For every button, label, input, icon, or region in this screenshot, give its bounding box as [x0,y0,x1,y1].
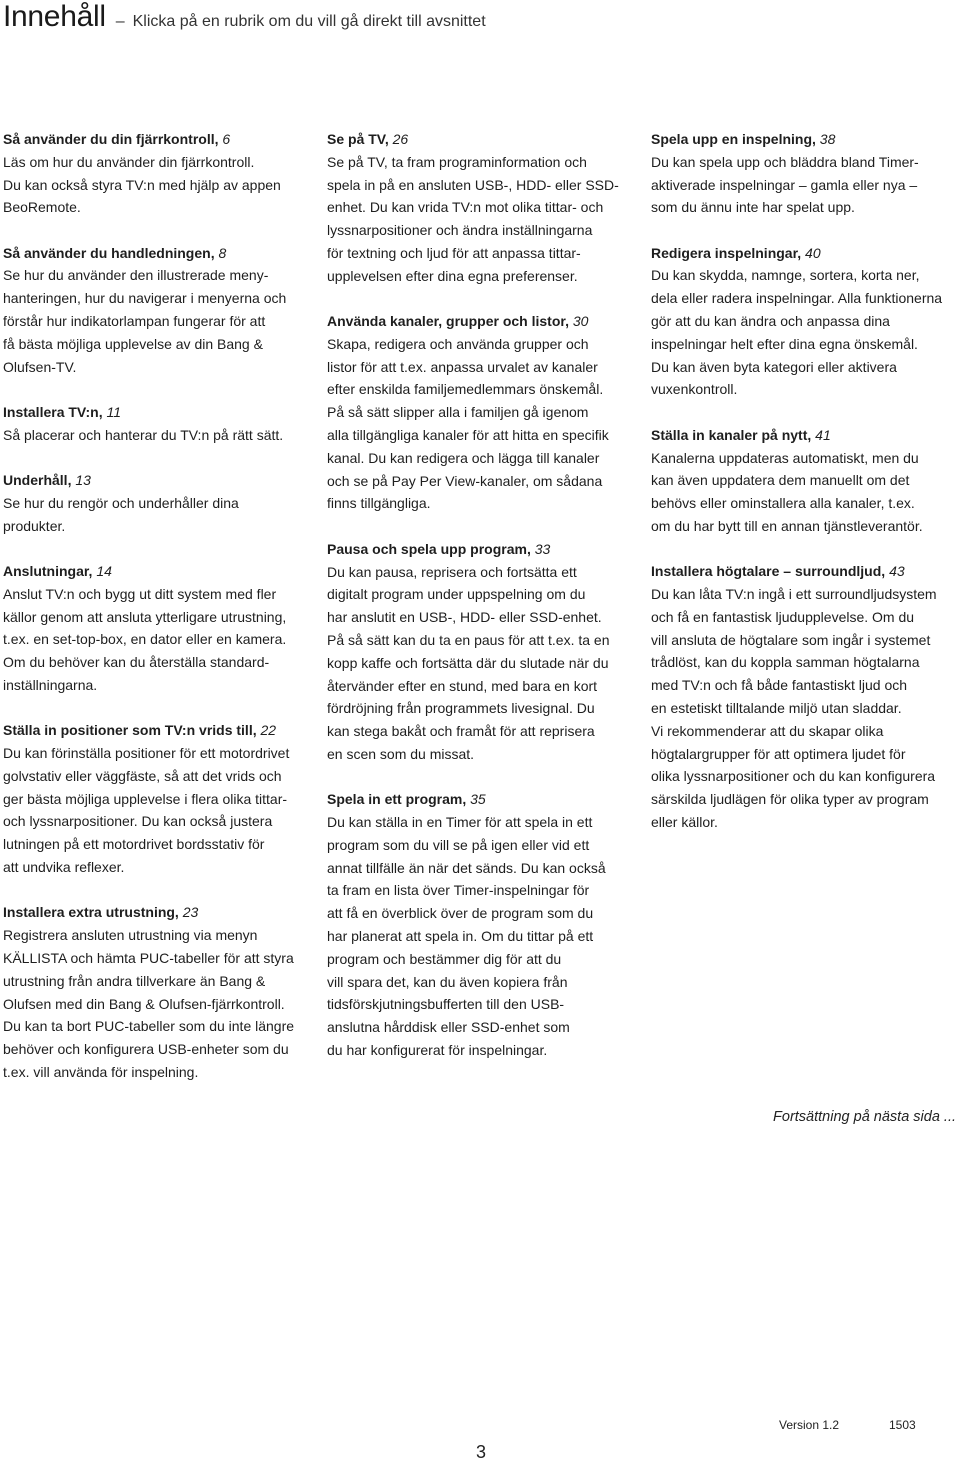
toc-section-link[interactable] [651,424,956,447]
toc-page-number: 40 [805,244,821,261]
toc-description-line: trådlöst, kan du koppla samman högtalarna [651,654,920,671]
toc-section-title: Spela in ett program, [327,791,471,808]
toc-column-2 [327,128,645,1084]
toc-section [327,310,645,515]
toc-section-title: Pausa och spela upp program, [327,540,535,557]
header-dash: – [115,13,125,30]
toc-description-line: KÄLLISTA och hämta PUC-tabeller för att styra [3,949,294,966]
toc-section-link[interactable] [327,128,645,151]
toc-description-line: gör att du kan ändra och anpassa dina [651,313,890,330]
toc-description-line: På så sätt kan du ta en paus för att t.ex. ta en [327,631,610,648]
toc-description-line: alla tillgängliga kanaler för att hitta en specifik [327,427,609,444]
toc-section-link[interactable] [327,788,645,811]
toc-section-title: Använda kanaler, grupper och listor, [327,313,573,330]
document-code: 1503 [889,1418,916,1432]
toc-description-line: Du kan pausa, reprisera och fortsätta ett [327,563,577,580]
toc-section-link[interactable] [651,560,956,583]
toc-page-number: 35 [470,791,486,808]
toc-description-line: att undvika reflexer. [3,859,125,876]
toc-section-link[interactable] [327,310,645,333]
toc-section-title: Se på TV, [327,131,393,147]
toc-description-line: att få en överblick över de program som du [327,905,594,922]
toc-description-line: Vi rekommenderar att du skapar olika [651,722,884,739]
toc-description-line: vill ansluta de högtalare som ingår i systemet [651,631,931,648]
toc-description-line: kan även uppdatera dem manuellt om det [651,472,910,489]
toc-description-line: Så placerar och hanterar du TV:n på rätt sätt. [3,426,284,443]
toc-description-line: program och bestämmer dig för att du [327,950,562,967]
toc-description-line: Du kan låta TV:n ingå i ett surroundljudsystem [651,586,937,603]
toc-section [3,719,321,879]
toc-section [3,901,321,1083]
continued-note: Fortsättning på nästa sida ... [773,1109,956,1125]
toc-description-line: annat tillfälle än när det sänds. Du kan också [327,859,606,876]
toc-section-title: Så använder du din fjärrkontroll, [3,131,223,147]
toc-section-title: Installera TV:n, [3,403,107,420]
toc-section [3,128,321,219]
toc-description-line: Läs om hur du använder din fjärrkontroll. [3,153,255,170]
toc-description-line: särskilda ljudlägen för olika typer av program [651,791,929,808]
toc-description-line: som du ännu inte har spelat upp. [651,199,855,216]
toc-section-title: Underhåll, [3,472,76,489]
toc-description-line: eller källor. [651,814,718,831]
toc-description-line: och se på Pay Per View-kanaler, om sådana [327,472,603,489]
toc-description-line: Om du behöver kan du återställa standard- [3,654,270,671]
toc-section-link[interactable] [3,401,321,424]
toc-description-line: behövs eller ominstallera alla kanaler, t.ex. [651,495,915,512]
toc-description-line: kopp kaffe och fortsätta där du slutade när du [327,654,609,671]
toc-description-line: t.ex. vill använda för inspelning. [3,1063,199,1080]
toc-description-line: Registrera ansluten utrustning via menyn [3,927,258,944]
toc-description-line: en scen som du missat. [327,745,475,762]
toc-section-title: Installera extra utrustning, [3,904,183,921]
toc-section [327,788,645,1062]
toc-description-line: inspelningar helt efter dina egna önskemål. [651,335,918,352]
toc-description-line: förstår hur indikatorlampan fungerar för att [3,313,266,330]
toc-page-number: 14 [96,562,112,579]
toc-section [327,538,645,766]
toc-page-number: 30 [572,313,589,330]
toc-description-line: källor genom att ansluta ytterligare utrustning, [3,608,287,625]
toc-section-title: Anslutningar, [3,562,97,579]
toc-description-line: Du kan också styra TV:n med hjälp av appen [3,176,281,193]
toc-description-line: och lyssnarpositioner. Du kan också justera [3,813,273,830]
toc-section [3,242,321,379]
toc-description-line: har anslutit en USB-, HDD- eller SSD-enhet. [327,609,602,626]
toc-section-link[interactable] [3,901,321,924]
toc-section-link[interactable] [3,560,321,583]
toc-section-title: Ställa in positioner som TV:n vrids till, [3,722,261,739]
toc-section-link[interactable] [3,469,321,492]
toc-description-line: digitalt program under uppspelning om du [327,586,586,603]
toc-column-3 [651,128,956,856]
toc-description-line: Se hur du rengör och underhåller dina [3,494,239,511]
toc-description-line: upplevelsen efter dina egna preferenser. [327,267,578,284]
toc-section [651,560,956,834]
toc-description-line: aktiverade inspelningar – gamla eller nya – [651,176,918,193]
toc-description-line: hanteringen, hur du navigerar i menyerna och [3,290,287,307]
toc-section [327,128,645,288]
toc-description-line: få bästa möjliga upplevelse av din Bang & [3,335,263,352]
toc-description-line: kanal. Du kan redigera och lägga till kanaler [327,449,600,466]
toc-section [3,401,321,447]
toc-section-link[interactable] [651,242,956,265]
toc-description-line: lutningen på ett motordrivet bordsstativ för [3,836,265,853]
toc-section-link[interactable] [327,538,645,561]
toc-description-line: en estetiskt tilltalande miljö utan sladdar. [651,700,902,717]
toc-description-line: Anslut TV:n och bygg ut ditt system med fler [3,585,277,602]
toc-description-line: Du kan skydda, namnge, sortera, korta ner, [651,267,920,284]
toc-description-line: Olufsen-TV. [3,358,77,375]
toc-section [3,560,321,697]
toc-page-number: 26 [392,131,409,147]
toc-page-number: 11 [106,403,122,420]
toc-description-line: t.ex. en set-top-box, en dator eller en kamera. [3,631,287,648]
toc-description-line: Du kan spela upp och bläddra bland Timer- [651,153,919,170]
toc-section [3,469,321,537]
toc-description-line: program som du vill se på igen eller vid ett [327,836,590,853]
toc-page-number: 41 [815,426,831,443]
toc-description-line: listor för att t.ex. anpassa urvalet av kanaler [327,358,598,375]
toc-description-line: olika lyssnarpositioner och du kan konfigurera [651,768,936,785]
toc-section-title: Redigera inspelningar, [651,244,806,261]
toc-section-title: Spela upp en inspelning, [651,131,820,147]
toc-section-title: Ställa in kanaler på nytt, [651,426,816,443]
toc-description-line: På så sätt slipper alla i familjen gå igenom [327,404,589,421]
toc-description-line: golvstativ eller väggfäste, så att det vrids och [3,767,282,784]
toc-description-line: återvänder efter en stund, med bara en kort [327,677,598,694]
toc-description-line: med TV:n och få både fantastiskt ljud och [651,677,908,694]
toc-section-link[interactable] [3,719,321,742]
toc-description-line: har planerat att spela in. Om du tittar på ett [327,928,594,944]
toc-description-line: tidsförskjutningsbufferten till den USB- [327,996,565,1013]
toc-description-line: produkter. [3,517,66,534]
toc-page-number: 8 [218,244,227,261]
page-number: 3 [476,1442,487,1462]
toc-description-line: enhet. Du kan vrida TV:n mot olika tittar- och [327,199,604,216]
toc-page-number: 6 [222,131,231,147]
toc-description-line: BeoRemote. [3,199,81,216]
page-title: Innehåll [3,0,106,33]
toc-page-number: 13 [75,472,91,489]
toc-description-line: och få en fantastisk ljudupplevelse. Om du [651,608,915,625]
toc-section [651,424,956,538]
toc-section-title: Installera högtalare – surroundljud, [651,563,890,580]
toc-description-line: högtalargrupper för att optimera ljudet för [651,745,906,762]
toc-description-line: Olufsen med din Bang & Olufsen-fjärrkontroll. [3,995,285,1012]
toc-description-line: lyssnarpositioner och ändra inställningarna [327,222,593,239]
toc-description-line: behöver och konfigurera USB-enheter som du [3,1041,289,1058]
page-subtitle: Klicka på en rubrik om du vill gå direkt till avsnittet [132,13,486,30]
toc-description-line: efter enskilda familjemedlemmars önskemål. [327,381,604,398]
toc-description-line: vuxenkontroll. [651,381,738,398]
version-label: Version 1.2 [779,1418,840,1432]
toc-description-line: Du kan ta bort PUC-tabeller som du inte längre [3,1018,295,1035]
toc-section-link[interactable] [3,242,321,265]
toc-page-number: 38 [819,131,836,147]
toc-description-line: finns tillgängliga. [327,495,431,512]
toc-description-line: fördröjning från programmets livesignal. Du [327,700,595,717]
toc-description-line: Se på TV, ta fram programinformation och [327,153,587,170]
toc-section [651,242,956,402]
toc-description-line: du har konfigurerat för inspelningar. [327,1041,548,1058]
toc-description-line: för textning och ljud för att anpassa tittar- [327,244,581,261]
toc-description-line: inställningarna. [3,676,98,693]
toc-section [651,128,956,219]
toc-description-line: ger bästa möjliga upplevelse i flera olika tittar- [3,790,288,807]
toc-description-line: Se hur du använder den illustrerade meny- [3,267,269,284]
toc-section-link[interactable] [3,128,321,151]
toc-page-number: 33 [534,540,551,557]
toc-column-1 [3,128,321,1106]
toc-description-line: dela eller radera inspelningar. Alla funktionerna [651,290,943,307]
toc-description-line: Kanalerna uppdateras automatiskt, men du [651,449,919,466]
toc-section-link[interactable] [651,128,956,151]
toc-description-line: anslutna hårddisk eller SSD-enhet som [327,1019,570,1036]
toc-section-title: Så använder du handledningen, [3,244,219,261]
toc-description-line: ta fram en lista över Timer-inspelningar för [327,882,590,899]
toc-description-line: Du kan även byta kategori eller aktivera [651,358,897,375]
toc-description-line: om du har bytt till en annan tjänstleverantör. [651,517,923,534]
toc-description-line: kan stega bakåt och framåt för att reprisera [327,723,595,740]
toc-page-number: 43 [889,563,905,580]
toc-description-line: vill spara det, kan du även kopiera från [327,973,568,990]
toc-page-number: 22 [260,722,277,739]
toc-description-line: spela in på en ansluten USB-, HDD- eller SSD- [327,176,619,193]
page-header [3,0,486,34]
toc-description-line: Du kan ställa in en Timer för att spela in ett [327,814,593,831]
toc-description-line: Du kan förinställa positioner för ett motordrivet [3,745,290,762]
toc-page-number: 23 [182,904,199,921]
toc-description-line: Skapa, redigera och använda grupper och [327,335,589,352]
toc-description-line: utrustning från andra tillverkare än Bang & [3,972,266,989]
